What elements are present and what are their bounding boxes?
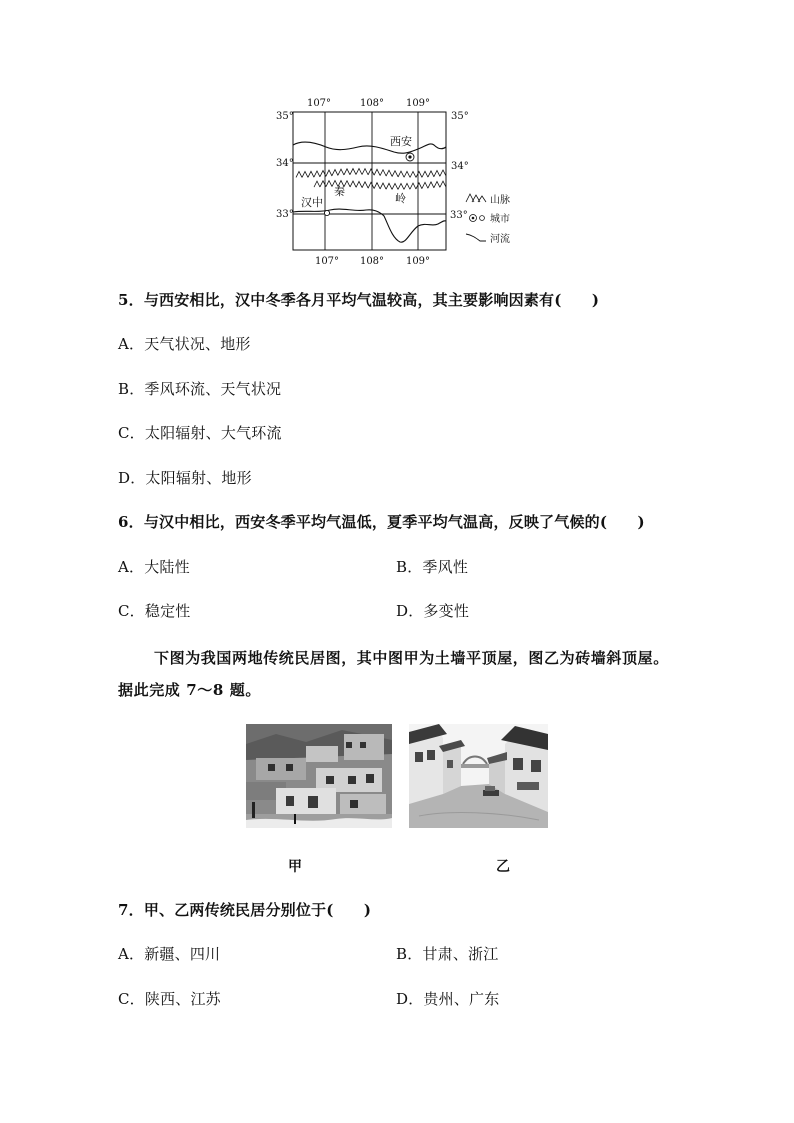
q7-option-c[interactable]: C．陕西、江苏 (118, 990, 221, 1008)
q5-option-a[interactable]: A．天气状况、地形 (118, 335, 251, 353)
lat-left-33: 33° (276, 209, 294, 220)
lat-right-34: 34° (451, 161, 469, 172)
q6-option-c[interactable]: C．稳定性 (118, 602, 191, 620)
q5-option-c[interactable]: C．太阳辐射、大气环流 (118, 424, 282, 442)
material-intro-line1: 下图为我国两地传统民居图，其中图甲为土墙平顶屋，图乙为砖墙斜顶屋。 (154, 649, 669, 667)
q6-option-a[interactable]: A．大陆性 (118, 558, 190, 576)
hanzhong-city-marker (324, 210, 329, 215)
lat-left-34: 34° (276, 158, 294, 169)
lat-right-35: 35° (451, 111, 469, 122)
label-qin: 秦 (334, 185, 345, 198)
lon-top-107: 107° (306, 98, 332, 109)
qinling-map (270, 92, 530, 268)
lon-bottom-109: 109° (405, 256, 431, 267)
photo-jia-earthen-houses (246, 724, 392, 828)
legend-river-icon (466, 234, 486, 241)
label-ling: 岭 (395, 192, 406, 205)
photo-yi-canal-houses (409, 724, 548, 828)
q6-option-d[interactable]: D．多变性 (396, 602, 470, 620)
lat-right-33: 33° (450, 210, 468, 221)
q6-option-b[interactable]: B．季风性 (396, 558, 469, 576)
legend-mountain-label: 山脉 (490, 195, 510, 206)
lon-top-108: 108° (359, 98, 385, 109)
legend-mountain-icon (466, 194, 486, 202)
q7-stem: 7．甲、乙两传统民居分别位于( ) (118, 901, 372, 919)
wei-river (293, 142, 446, 153)
lon-bottom-107: 107° (314, 256, 340, 267)
q5-stem: 5．与西安相比，汉中冬季各月平均气温较高，其主要影响因素有( ) (118, 291, 600, 309)
label-xian: 西安 (390, 135, 412, 148)
legend-city-label: 城市 (490, 214, 510, 225)
legend-river-label: 河流 (490, 234, 510, 245)
q7-option-d[interactable]: D．贵州、广东 (396, 990, 500, 1008)
qinling-mountains (296, 169, 446, 190)
legend-city-icon (470, 215, 485, 222)
map-frame (293, 112, 446, 250)
lon-top-109: 109° (405, 98, 431, 109)
xian-city-marker (406, 153, 414, 161)
lat-left-35: 35° (276, 111, 294, 122)
caption-yi: 乙 (496, 859, 510, 875)
q7-option-a[interactable]: A．新疆、四川 (118, 945, 221, 963)
q5-option-d[interactable]: D．太阳辐射、地形 (118, 469, 252, 487)
q5-option-b[interactable]: B．季风环流、天气状况 (118, 380, 282, 398)
caption-jia: 甲 (288, 859, 302, 875)
q6-stem: 6．与汉中相比，西安冬季平均气温低，夏季平均气温高，反映了气候的( ) (118, 513, 645, 531)
label-hanzhong: 汉中 (301, 196, 323, 209)
q7-option-b[interactable]: B．甘肃、浙江 (396, 945, 499, 963)
lon-bottom-108: 108° (359, 256, 385, 267)
material-intro-line2: 据此完成 7～8 题。 (118, 681, 261, 699)
